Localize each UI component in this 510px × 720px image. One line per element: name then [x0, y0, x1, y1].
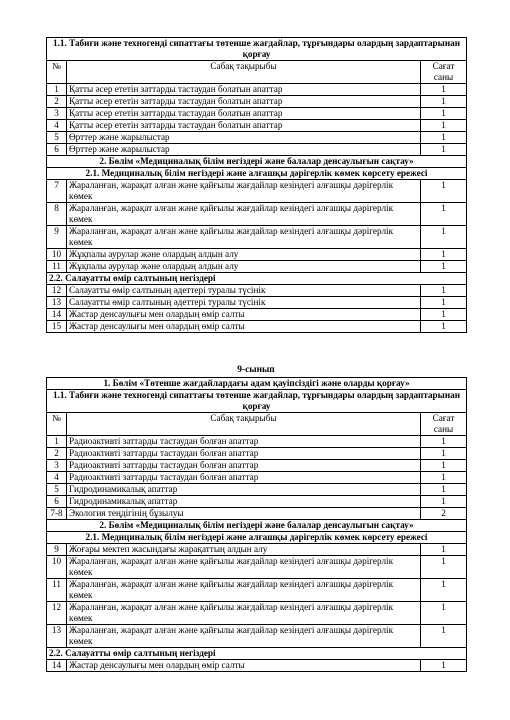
table-row: [47, 132, 467, 144]
section-heading: 2.2. Салауатты өмір салтының негіздері: [47, 648, 467, 660]
lesson-hours: 1: [421, 309, 467, 321]
lesson-hours: 1: [421, 132, 467, 144]
lesson-topic: Радиоактивті заттарды тастаудан болған апаттар: [67, 472, 421, 484]
table-row: [47, 390, 467, 413]
table-row: [47, 144, 467, 156]
lesson-topic: Жараланған, жарақат алған және қайғылы жағдайлар кезіндегі алғашқы дәрігерлік көмек: [67, 602, 421, 625]
lesson-topic: Радиоактивті заттарды тастаудан болған апаттар: [67, 448, 421, 460]
lesson-hours: 1: [421, 579, 467, 602]
header-topic: Сабақ тақырыбы: [67, 413, 421, 436]
lesson-number: 2: [47, 96, 67, 108]
table-row: [47, 273, 467, 285]
lesson-hours: 1: [421, 203, 467, 226]
table-row: [47, 84, 467, 96]
lesson-number: 5: [47, 484, 67, 496]
curriculum-table-2: [46, 377, 467, 672]
lesson-hours: 1: [421, 144, 467, 156]
lesson-hours: 1: [421, 96, 467, 108]
lesson-topic: Жастар денсаулығы мен олардың өмір салты: [67, 321, 421, 333]
lesson-number: 4: [47, 472, 67, 484]
table-row: [47, 203, 467, 226]
lesson-topic: Жастар денсаулығы мен олардың өмір салты: [67, 660, 421, 672]
lesson-topic: Жастар денсаулығы мен олардың өмір салты: [67, 309, 421, 321]
header-topic: Сабақ тақырыбы: [67, 61, 421, 84]
table-row: [47, 648, 467, 660]
column-header-row: [47, 61, 467, 84]
lesson-hours: 1: [421, 448, 467, 460]
table-row: [47, 448, 467, 460]
table-row: [47, 156, 467, 168]
lesson-topic: Экология теңдігінің бұзылуы: [67, 508, 421, 520]
table-row: [47, 120, 467, 132]
lesson-hours: 1: [421, 84, 467, 96]
lesson-topic: Қатты әсер ететін заттарды тастаудан болатын апаттар: [67, 84, 421, 96]
table-row: [47, 460, 467, 472]
section-heading: 2.2. Салауатты өмір салтының негіздері: [47, 273, 467, 285]
lesson-topic: Жұқпалы аурулар және олардың алдын алу: [67, 249, 421, 261]
lesson-hours: 1: [421, 297, 467, 309]
table-row: [47, 602, 467, 625]
header-hours: [421, 61, 467, 84]
lesson-topic: Жараланған, жарақат алған және қайғылы жағдайлар кезіндегі алғашқы дәрігерлік көмек: [67, 203, 421, 226]
lesson-number: 13: [47, 625, 67, 648]
table-row: [47, 180, 467, 203]
header-hours-line2: саны: [433, 72, 454, 82]
lesson-hours: 1: [421, 249, 467, 261]
lesson-topic: Жараланған, жарақат алған және қайғылы жағдайлар кезіндегі алғашқы дәрігерлік көмек: [67, 226, 421, 249]
lesson-hours: 1: [421, 180, 467, 203]
table-row: [47, 579, 467, 602]
lesson-number: 2: [47, 448, 67, 460]
table-row: [47, 168, 467, 180]
section-heading: 2. Бөлім «Медициналық білім негіздері және балалар денсаулығын сақтау»: [47, 520, 467, 532]
table-row: [47, 249, 467, 261]
table-row: [47, 38, 467, 61]
lesson-number: 14: [47, 309, 67, 321]
lesson-topic: Өрттер және жарылыстар: [67, 132, 421, 144]
table-row: [47, 378, 467, 390]
header-number: №: [47, 413, 67, 436]
lesson-number: 9: [47, 544, 67, 556]
lesson-number: 11: [47, 261, 67, 273]
table-row: [47, 484, 467, 496]
table-row: [47, 496, 467, 508]
lesson-hours: 1: [421, 484, 467, 496]
table-row: [47, 108, 467, 120]
table-row: [47, 532, 467, 544]
lesson-number: 11: [47, 579, 67, 602]
lesson-topic: Жараланған, жарақат алған және қайғылы жағдайлар кезіндегі алғашқы дәрігерлік көмек: [67, 579, 421, 602]
lesson-topic: Өрттер және жарылыстар: [67, 144, 421, 156]
lesson-number: 14: [47, 660, 67, 672]
lesson-hours: 1: [421, 436, 467, 448]
table-row: [47, 508, 467, 520]
lesson-number: 9: [47, 226, 67, 249]
table-row: [47, 556, 467, 579]
lesson-hours: 1: [421, 120, 467, 132]
table-row: [47, 472, 467, 484]
lesson-number: 3: [47, 108, 67, 120]
header-number: №: [47, 61, 67, 84]
lesson-number: 10: [47, 556, 67, 579]
table-row: [47, 309, 467, 321]
lesson-hours: 1: [421, 460, 467, 472]
lesson-hours: 1: [421, 602, 467, 625]
lesson-topic: Қатты әсер ететін заттарды тастаудан болатын апаттар: [67, 108, 421, 120]
lesson-number: 12: [47, 602, 67, 625]
lesson-hours: 1: [421, 261, 467, 273]
lesson-topic: Жараланған, жарақат алған және қайғылы жағдайлар кезіндегі алғашқы дәрігерлік көмек: [67, 625, 421, 648]
section-heading: 1. Бөлім «Төтенше жағдайлардағы адам қауіпсіздігі және оларды қорғау»: [47, 378, 467, 390]
lesson-hours: 1: [421, 660, 467, 672]
lesson-hours: 1: [421, 472, 467, 484]
table-row: [47, 625, 467, 648]
lesson-hours: 1: [421, 321, 467, 333]
curriculum-table-1: [46, 37, 467, 333]
lesson-topic: Жоғары мектеп жасындағы жарақаттың алдын алу: [67, 544, 421, 556]
lesson-number: 3: [47, 460, 67, 472]
lesson-topic: Жараланған, жарақат алған және қайғылы жағдайлар кезіндегі алғашқы дәрігерлік көмек: [67, 180, 421, 203]
lesson-topic: Жұқпалы аурулар және олардың алдын алу: [67, 261, 421, 273]
lesson-number: 10: [47, 249, 67, 261]
lesson-topic: Қатты әсер ететін заттарды тастаудан болатын апаттар: [67, 96, 421, 108]
header-hours-line2: саны: [433, 424, 454, 434]
column-header-row: [47, 413, 467, 436]
lesson-topic: Салауатты өмір салтының әдеттері туралы түсінік: [67, 285, 421, 297]
table-row: [47, 285, 467, 297]
section-heading: 2. Бөлім «Медициналық білім негіздері және балалар денсаулығын сақтау»: [47, 156, 467, 168]
lesson-hours: 1: [421, 226, 467, 249]
section-heading: 2.1. Медициналық білім негіздері және алғашқы дәрігерлік көмек көрсету ережесі: [47, 532, 467, 544]
lesson-number: 15: [47, 321, 67, 333]
lesson-topic: Гидродинамикалық апаттар: [67, 496, 421, 508]
lesson-number: 4: [47, 120, 67, 132]
header-hours-line1: Сағат: [432, 61, 455, 71]
lesson-number: 5: [47, 132, 67, 144]
lesson-hours: 1: [421, 625, 467, 648]
table-row: [47, 226, 467, 249]
lesson-topic: Радиоактивті заттарды тастаудан болған апаттар: [67, 460, 421, 472]
header-hours-line1: Сағат: [432, 413, 455, 423]
lesson-hours: 1: [421, 108, 467, 120]
lesson-topic: Салауатты өмір салтының әдеттері туралы түсінік: [67, 297, 421, 309]
table-row: [47, 261, 467, 273]
table-body: [47, 38, 467, 333]
lesson-number: 12: [47, 285, 67, 297]
lesson-hours: 1: [421, 544, 467, 556]
lesson-hours: 2: [421, 508, 467, 520]
lesson-number: 1: [47, 84, 67, 96]
lesson-number: 7-8: [47, 508, 67, 520]
lesson-topic: Жараланған, жарақат алған және қайғылы жағдайлар кезіндегі алғашқы дәрігерлік көмек: [67, 556, 421, 579]
lesson-hours: 1: [421, 496, 467, 508]
lesson-number: 7: [47, 180, 67, 203]
lesson-number: 8: [47, 203, 67, 226]
lesson-number: 1: [47, 436, 67, 448]
table-row: [47, 660, 467, 672]
lesson-hours: 1: [421, 556, 467, 579]
table-row: [47, 436, 467, 448]
lesson-number: 13: [47, 297, 67, 309]
lesson-topic: Гидродинамикалық апаттар: [67, 484, 421, 496]
lesson-topic: Қатты әсер ететін заттарды тастаудан болатын апаттар: [67, 120, 421, 132]
table-body: [47, 378, 467, 672]
table-row: [47, 321, 467, 333]
table-row: [47, 520, 467, 532]
lesson-hours: 1: [421, 285, 467, 297]
section-heading: 1.1. Табиғи және техногенді сипаттағы төтенше жағдайлар, тұрғындары олардың зардаптарынан қорғау: [47, 38, 467, 61]
table-row: [47, 297, 467, 309]
table-row: [47, 544, 467, 556]
table-row: [47, 96, 467, 108]
section-heading: 1.1. Табиғи және техногенді сипаттағы төтенше жағдайлар, тұрғындары олардың зардаптарынан қорғау: [47, 390, 467, 413]
lesson-number: 6: [47, 496, 67, 508]
lesson-number: 6: [47, 144, 67, 156]
header-hours: [421, 413, 467, 436]
grade-heading: 9-сынып: [237, 365, 275, 375]
section-heading: 2.1. Медициналық білім негіздері және алғашқы дәрігерлік көмек көрсету ережесі: [47, 168, 467, 180]
lesson-topic: Радиоактивті заттарды тастаудан болған апаттар: [67, 436, 421, 448]
